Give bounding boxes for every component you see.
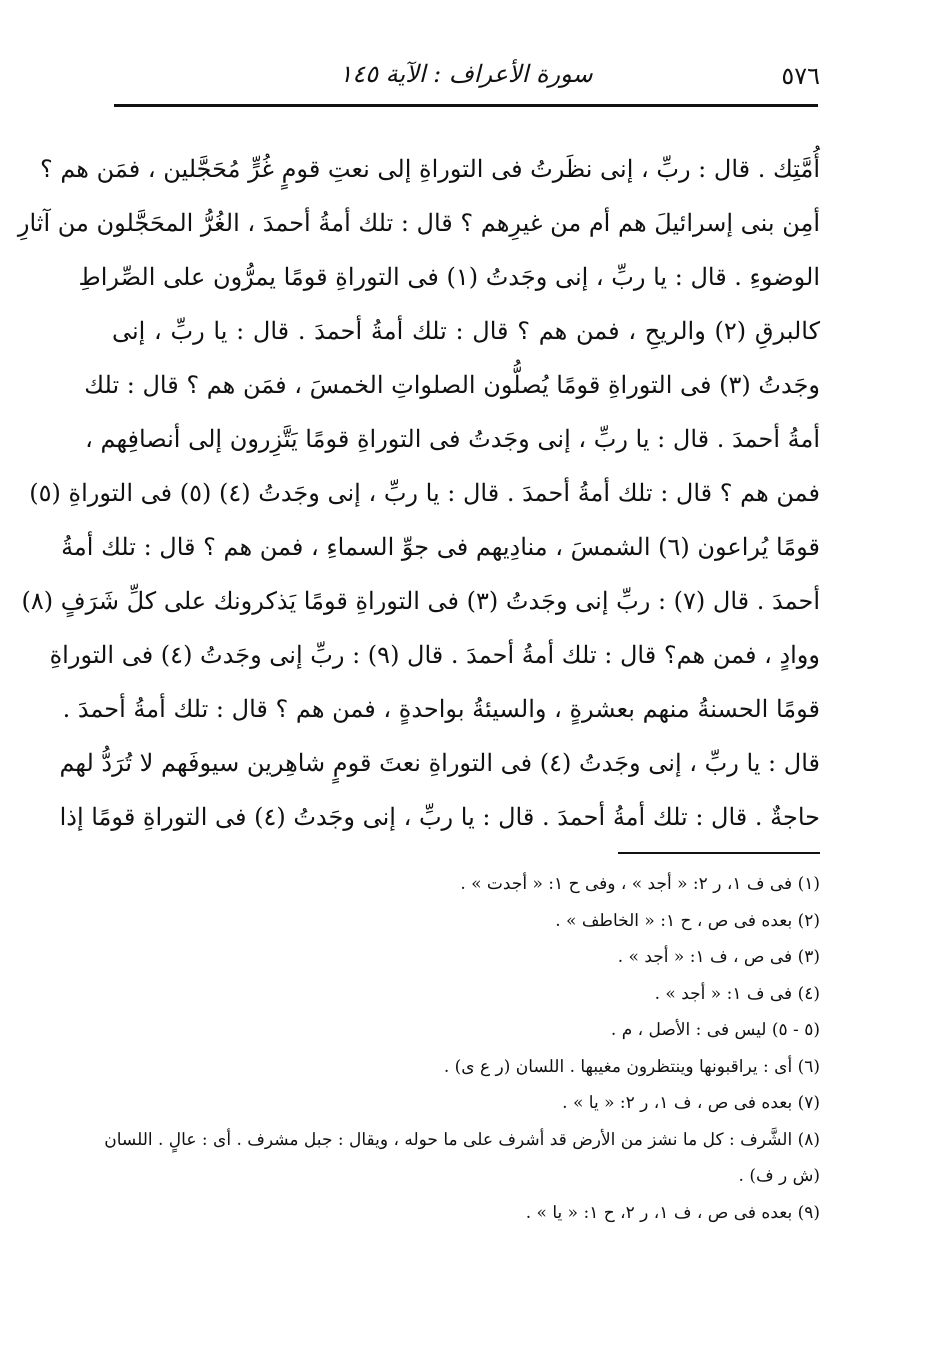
footnote: (٣) فى ص ، ف ١: « أجد » . [617,947,820,967]
footnote: (١) فى ف ١، ر ٢: « أجد » ، وفى ح ١: « أجدت » . [460,874,820,894]
text-line: قومًا الحسنةُ منهم بعشرةٍ ، والسيئةُ بواحدةٍ ، فمن هم ؟ قال : تلك أمةُ أحمدَ . [62,695,820,723]
footnote: (٨) الشَّرف : كل ما نشز من الأرض قد أشرف على ما حوله ، ويقال : جبل مشرف . أى : عالٍ . اللسان [104,1129,820,1150]
text-line: كالبرقِ (٢) والريحِ ، فمن هم ؟ قال : تلك أمةُ أحمدَ . قال : يا ربِّ ، إنى [112,317,820,345]
text-line: وجَدتُ (٣) فى التوراةِ قومًا يُصلُّون الصلواتِ الخمسَ ، فمَن هم ؟ قال : تلك [84,371,820,399]
main-text [17,142,820,844]
footnote: (٦) أى : يراقبونها وينتظرون مغيبها . اللسان (ر ع ى) . [443,1056,820,1077]
text-line: قال : يا ربِّ ، إنى وجَدتُ (٤) فى التوراةِ نعتَ قومٍ شاهِرين سيوفَهم لا تُرَدُّ لهم [59,749,820,777]
text-line: فمن هم ؟ قال : تلك أمةُ أحمدَ . قال : يا ربِّ ، إنى وجَدتُ (٤) (٥) فى التوراةِ (٥) [29,479,820,507]
text-line: قومًا يُراعون (٦) الشمسَ ، منادِيهم فى جوِّ السماءِ ، فمن هم ؟ قال : تلك أمةُ [61,533,820,561]
footnote: (٢) بعده فى ص ، ح ١: « الخاطف » . [555,910,820,931]
header-rule [114,104,818,107]
footnote: (٩) بعده فى ص ، ف ١، ر ٢، ح ١: « يا » . [525,1202,820,1223]
footnote: (٧) بعده فى ص ، ف ١، ر ٢: « يا » . [562,1093,820,1113]
footnote-separator [618,852,820,854]
text-line: أمةُ أحمدَ . قال : يا ربِّ ، إنى وجَدتُ فى التوراةِ قومًا يَتَّزِرون إلى أنصافِهم ، [85,425,820,453]
footnotes [104,866,820,1231]
text-line: ووادٍ ، فمن هم؟ قال : تلك أمةُ أحمدَ . قال (٩) : ربِّ إنى وجَدتُ (٤) فى التوراةِ [49,641,820,669]
running-title: سورة الأعراف : الآية ١٤٥ [339,60,593,88]
text-line: حاجةٌ . قال : تلك أمةُ أحمدَ . قال : يا ربِّ ، إنى وجَدتُ (٤) فى التوراةِ قومًا إذا [59,803,820,831]
text-line: أحمدَ . قال (٧) : ربِّ إنى وجَدتُ (٣) فى التوراةِ قومًا يَذكرونك على كلِّ شَرَفٍ (٨) [21,587,820,615]
page-number: ٥٧٦ [781,62,820,90]
footnote: (ش ر ف) . [738,1166,820,1186]
text-line: الوضوءِ . قال : يا ربِّ ، إنى وجَدتُ (١) فى التوراةِ قومًا يمرُّون على الصِّراطِ [78,263,820,291]
text-line: أُمَّتِك . قال : ربِّ ، إنى نظَرتُ فى التوراةِ إلى نعتِ قومٍ غُرٍّ مُحَجَّلين ، فمَن هم ؟ [39,155,820,183]
footnote: (٥ - ٥) ليس فى : الأصل ، م . [610,1020,820,1040]
footnote: (٤) فى ف ١: « أجد » . [654,983,820,1004]
page-header [112,58,820,98]
text-line: أمِن بنى إسرائيلَ هم أم من غيرِهم ؟ قال : تلك أمةُ أحمدَ ، الغُرُّ المحَجَّلون من آثارِ [17,209,820,237]
